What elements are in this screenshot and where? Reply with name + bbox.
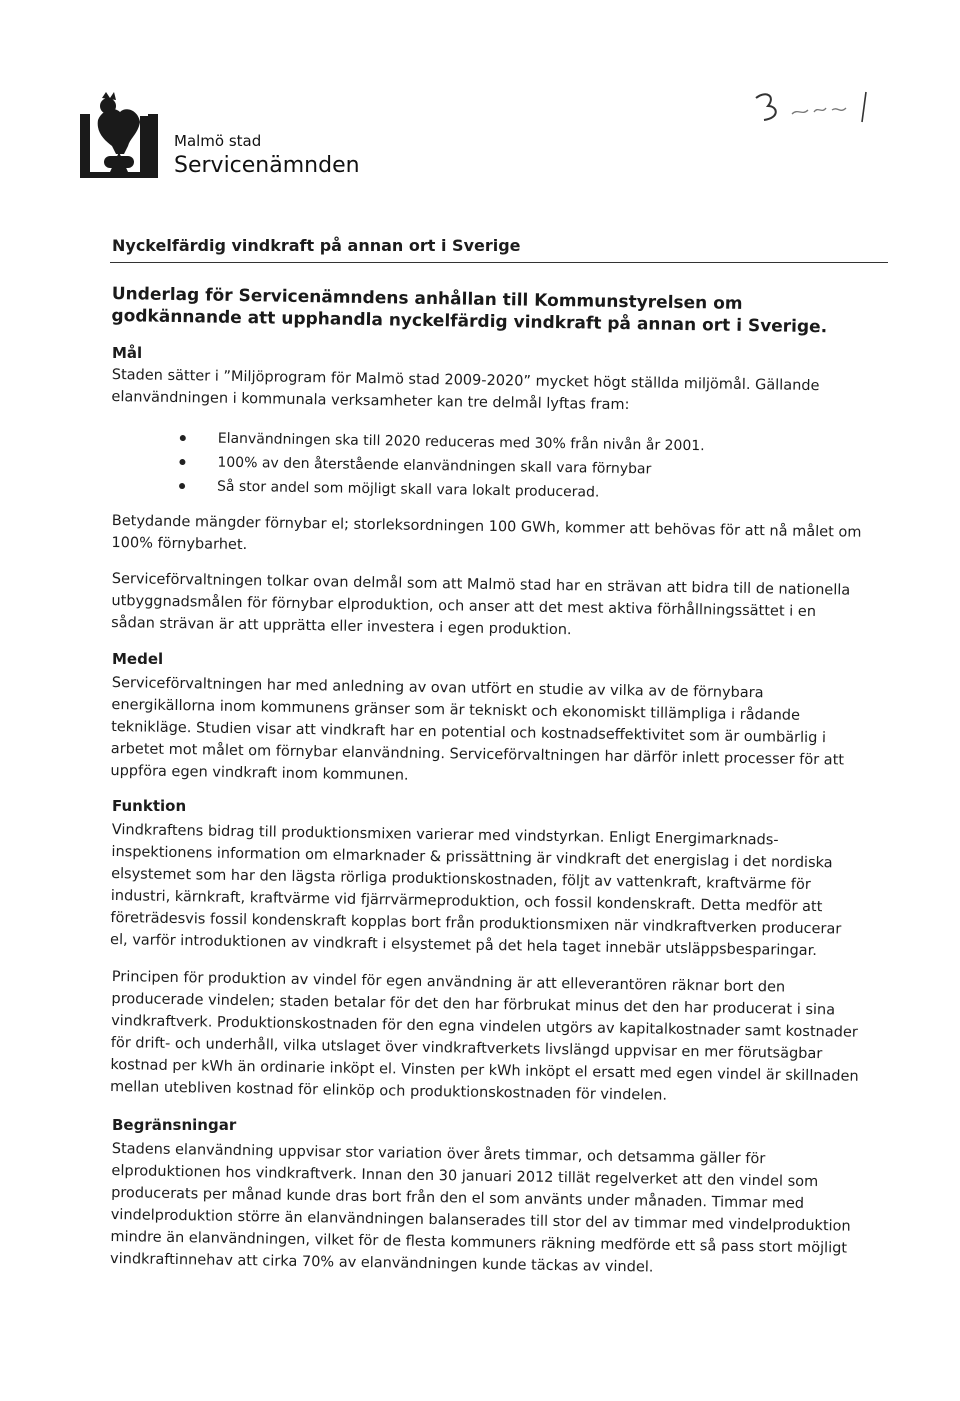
bullet-icon [180,435,186,441]
mal-paragraph-3: Serviceförvaltningen tolkar ovan delmål som att Malmö stad har en strävan att bidra till de nationella utbyggnadsmålen för förnybar elproduktion, och anser att det mest aktiva förhållningssättet i en sådan strävan är att upprätta eller investera i egen produktion. [111,570,851,639]
bullet-text: Elanvändningen ska till 2020 reduceras med 30% från nivån år 2001. [217,430,705,455]
title-divider [110,262,888,263]
department-name: Servicenämnden [174,153,360,178]
funktion-paragraph-2: Principen för produktion av vindel för egen användning är att elleverantören räknar bort den producerade vindelen; staden betalar för det den har förbrukat minus det den har producerat i sina vindkraftverk. Produktionskostnaden för den egna vindelen utgörs av kapitalkostnader samt kostnader för drift- och underhåll, vilka utslaget över vindkraftverkets livslängd uppvisar en mer förutsägbar kostnad per kWh än ordinarie inköpt el. Vinsten per kWh inköpt el ersatt med egen vindel är skillnaden mellan utebliven kostnad för elinköp och produktionskostnaden för vindelen. [109,968,859,1104]
goals-bullet-list [179,426,740,507]
handwritten-annotation [752,88,882,132]
malmo-coat-of-arms-logo [80,92,158,178]
mal-intro-paragraph: Staden sätter i ”Miljöprogram för Malmö stad 2009-2020” mycket högt ställda miljömål. Gällande elanvändningen i kommunala verksamheter kan tre delmål lyftas fram: [111,366,820,414]
bullet-icon [179,483,185,489]
bullet-text: 100% av den återstående elanvändningen skall vara förnybar [217,454,652,478]
org-name: Malmö stad [174,132,262,150]
mal-paragraph-2: Betydande mängder förnybar el; storleksordningen 100 GWh, kommer att behövas för att nå målet om 100% förnybarhet. [111,512,862,554]
document-title: Nyckelfärdig vindkraft på annan ort i Sverige [112,236,521,255]
heading-begransningar: Begränsningar [112,1116,237,1134]
begransningar-paragraph: Stadens elanvändning uppvisar stor variation över årets timmar, och detsamma gäller för elproduktionen hos vindkraftverk. Innan den 30 januari 2012 tillät regelverket att den vindel som producerats per månad kunde dras bort från den el som använts under månaden. Timmar med vindelproduktion större än elanvändningen balanserades till stor del av timmar med vindelproduktion mindre än elanvändningen, vilket för de flesta kommuners räkning medförde ett så pass stort möjligt vindkraftinnehav att cirka 70% av elanvändningen kunde täckas av vindel. [109,1140,851,1276]
heading-funktion: Funktion [112,797,187,815]
funktion-paragraph-1: Vindkraftens bidrag till produktionsmixen varierar med vindstyrkan. Enligt Energimarknads-inspektionens information om elmarknader & prissättning är vindkraft det energislag i det nordiska elsystemet som har den lägsta rörliga produktionskostnaden, följt av vattenkraft, kraftvärme för industri, kärnkraft, kraftvärme vid fjärrvärmeproduktion, och fossil kondenskraft. Detta medför att företrädesvis fossil kondenskraft kopplas bort från produktionsmixen när vindkraftverken producerar el, varför introduktionen av vindkraft i elsystemet på det hela taget innebär utsläppsbesparingar. [109,821,842,960]
heading-medel: Medel [112,650,164,668]
document-subtitle: Underlag för Servicenämndens anhållan till Kommunstyrelsen om godkännande att upphandla nyckelfärdig vindkraft på annan ort i Sverige. [111,283,828,338]
bullet-text: Så stor andel som möjligt skall vara lokalt producerad. [216,478,600,501]
bullet-icon [179,459,185,465]
handwritten-note: 3 [752,88,753,89]
heading-mal: Mål [112,344,143,362]
medel-paragraph: Serviceförvaltningen har med anledning av ovan utfört en studie av vilka av de förnybara energikällorna inom kommunens gränser som är tekniskt och ekonomiskt tillämpliga i rådande teknikläge. Studien visar att vindkraft har en potential och kostnadseffektivitet som är oumbärlig i arbetet mot målet om förnybar elanvändning. Serviceförvaltningen har därför inlett processer för att uppföra egen vindkraft inom kommunen. [110,674,845,784]
